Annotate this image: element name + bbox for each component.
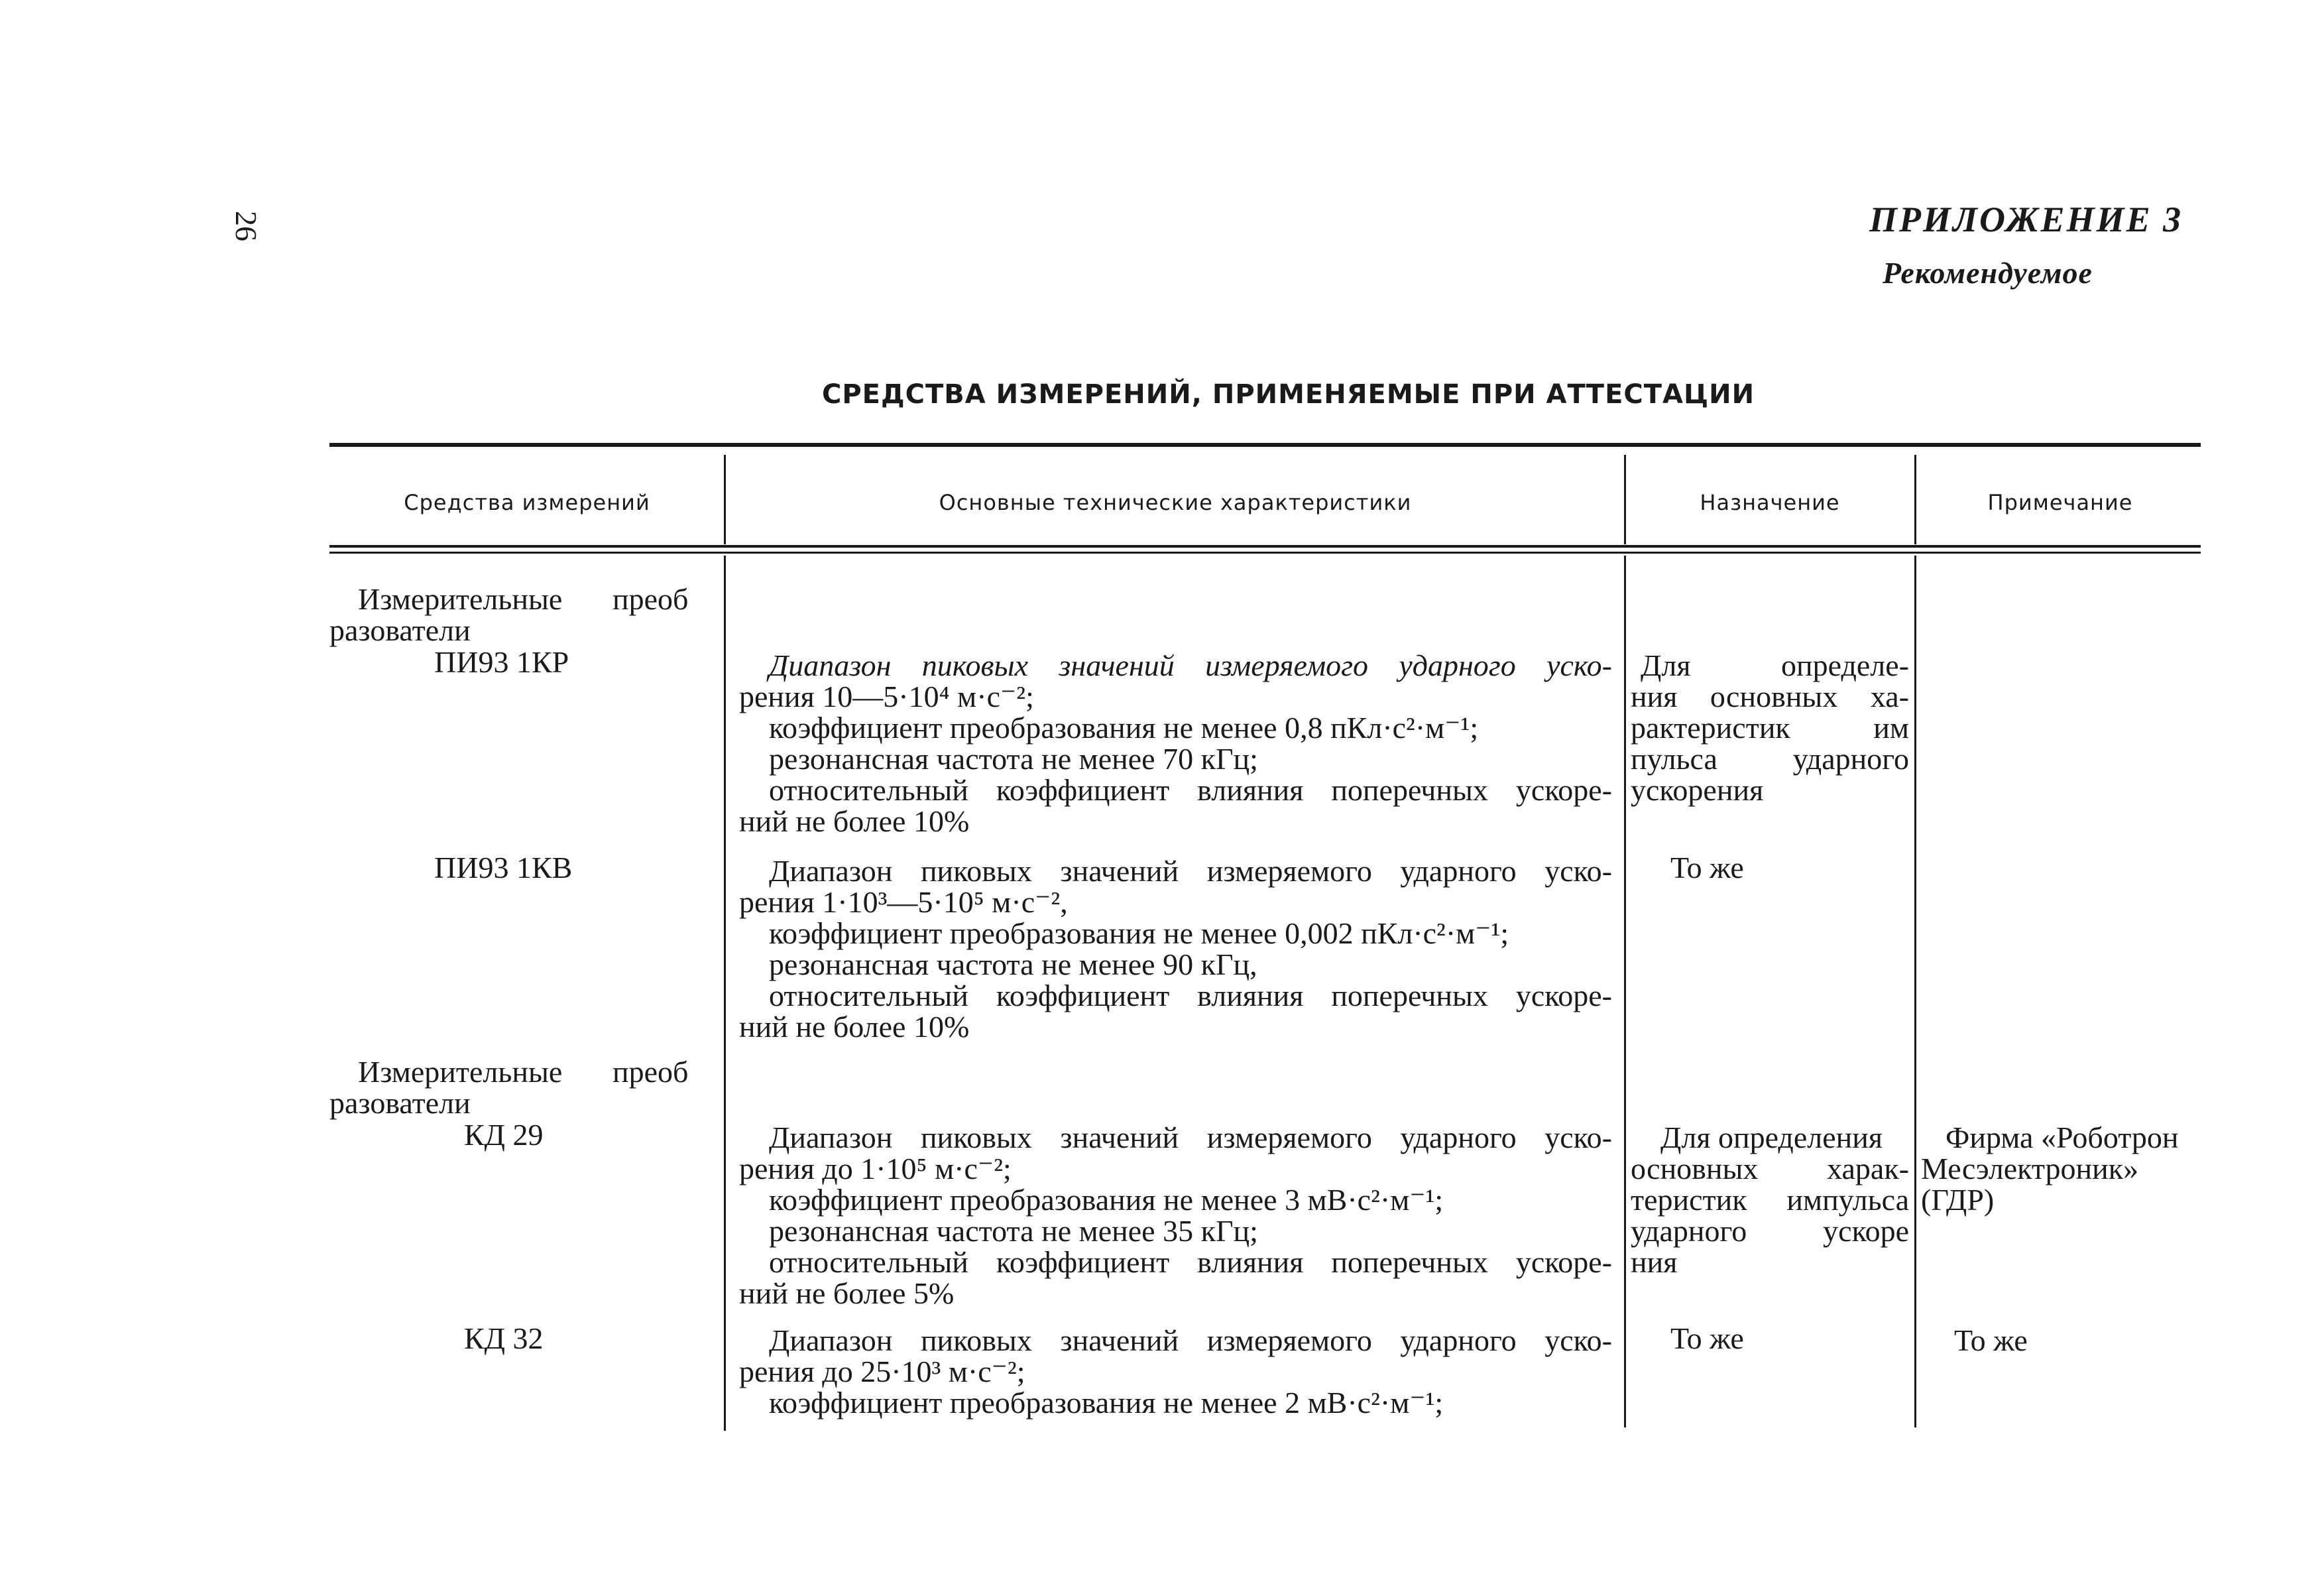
note-same: То же <box>1954 1323 2028 1357</box>
purpose-same: То же <box>1670 851 1744 884</box>
spec-line: относительный коэффициент влияния поперечных ускоре- <box>769 1245 1612 1279</box>
column-divider-3 <box>1914 455 1916 544</box>
purpose-line: Для определе- <box>1641 648 1909 682</box>
spec-line: рения 1·10³—5·10⁵ м·с⁻², <box>739 885 1068 919</box>
instrument-name: ПИ93 1КВ <box>434 851 573 884</box>
instrument-name: КД 32 <box>464 1321 544 1355</box>
header-specs: Основные технические характеристики <box>939 490 1412 515</box>
header-bottom-rule <box>329 545 2201 548</box>
spec-line: ний не более 5% <box>739 1276 955 1310</box>
purpose-line: пульса ударного <box>1631 742 1909 776</box>
group-label-left: Измерительные <box>358 582 563 616</box>
spec-line: Диапазон пиковых значений измеряемого ударного уско- <box>769 854 1612 888</box>
spec-line: Диапазон пиковых значений измеряемого ударного уско- <box>769 648 1612 682</box>
group-label-right: преоб <box>612 1055 689 1089</box>
page-number: 26 <box>229 211 263 241</box>
group-label-line2: разователи <box>329 613 471 647</box>
header-bottom-rule-2 <box>329 552 2201 554</box>
column-divider-1-body <box>724 556 726 1431</box>
appendix-title: ПРИЛОЖЕНИЕ 3 <box>1869 200 2183 239</box>
spec-line: коэффициент преобразования не менее 0,002 пКл·с²·м⁻¹; <box>769 916 1509 950</box>
spec-line: ний не более 10% <box>739 804 970 838</box>
group-label-right: преоб <box>612 582 689 616</box>
spec-line: резонансная частота не менее 70 кГц; <box>769 742 1258 776</box>
spec-line: резонансная частота не менее 90 кГц, <box>769 947 1257 981</box>
document-title: СРЕДСТВА ИЗМЕРЕНИЙ, ПРИМЕНЯЕМЫЕ ПРИ АТТЕСТАЦИИ <box>822 379 1755 410</box>
group-label-line2: разователи <box>329 1086 471 1120</box>
spec-line: Диапазон пиковых значений измеряемого ударного уско- <box>769 1120 1612 1154</box>
spec-line: коэффициент преобразования не менее 0,8 пКл·с²·м⁻¹; <box>769 711 1479 745</box>
appendix-status: Рекомендуемое <box>1883 256 2093 290</box>
header-instruments: Средства измерений <box>404 490 650 515</box>
spec-line: рения до 1·10⁵ м·с⁻²; <box>739 1152 1012 1185</box>
spec-line: рения 10—5·10⁴ м·с⁻²; <box>739 680 1034 713</box>
purpose-line: Для определения <box>1660 1120 1883 1154</box>
spec-line: относительный коэффициент влияния поперечных ускоре- <box>769 773 1612 807</box>
spec-line: ний не более 10% <box>739 1010 970 1044</box>
column-divider-2 <box>1624 455 1626 544</box>
column-divider-1 <box>724 455 726 544</box>
purpose-same: То же <box>1670 1321 1744 1355</box>
purpose-line: ударного ускоре <box>1631 1214 1909 1248</box>
note-line: Месэлектроник» <box>1921 1152 2139 1185</box>
instrument-name: ПИ93 1КР <box>434 645 569 679</box>
purpose-line: ния <box>1631 1245 1678 1279</box>
header-purpose: Назначение <box>1700 490 1840 515</box>
spec-line: резонансная частота не менее 35 кГц; <box>769 1214 1258 1248</box>
purpose-line: ускорения <box>1631 773 1764 807</box>
purpose-line: теристик импульса <box>1631 1183 1909 1217</box>
column-divider-3-body <box>1914 556 1916 1427</box>
spec-line: Диапазон пиковых значений измеряемого ударного уско- <box>769 1323 1612 1357</box>
header-note: Примечание <box>1987 490 2133 515</box>
purpose-line: рактеристик им <box>1631 711 1909 745</box>
purpose-line: ния основных ха- <box>1631 680 1909 713</box>
spec-line: коэффициент преобразования не менее 2 мВ·с²·м⁻¹; <box>769 1386 1444 1420</box>
spec-line: относительный коэффициент влияния поперечных ускоре- <box>769 979 1612 1012</box>
group-label-left: Измерительные <box>358 1055 563 1089</box>
note-line: Фирма «Роботрон <box>1946 1120 2179 1154</box>
note-line: (ГДР) <box>1921 1183 1995 1217</box>
table-top-rule <box>329 443 2201 447</box>
spec-line: рения до 25·10³ м·с⁻²; <box>739 1355 1025 1388</box>
spec-line: коэффициент преобразования не менее 3 мВ·с²·м⁻¹; <box>769 1183 1444 1217</box>
instrument-name: КД 29 <box>464 1118 544 1152</box>
purpose-line: основных харак- <box>1631 1152 1909 1185</box>
column-divider-2-body <box>1624 556 1626 1427</box>
